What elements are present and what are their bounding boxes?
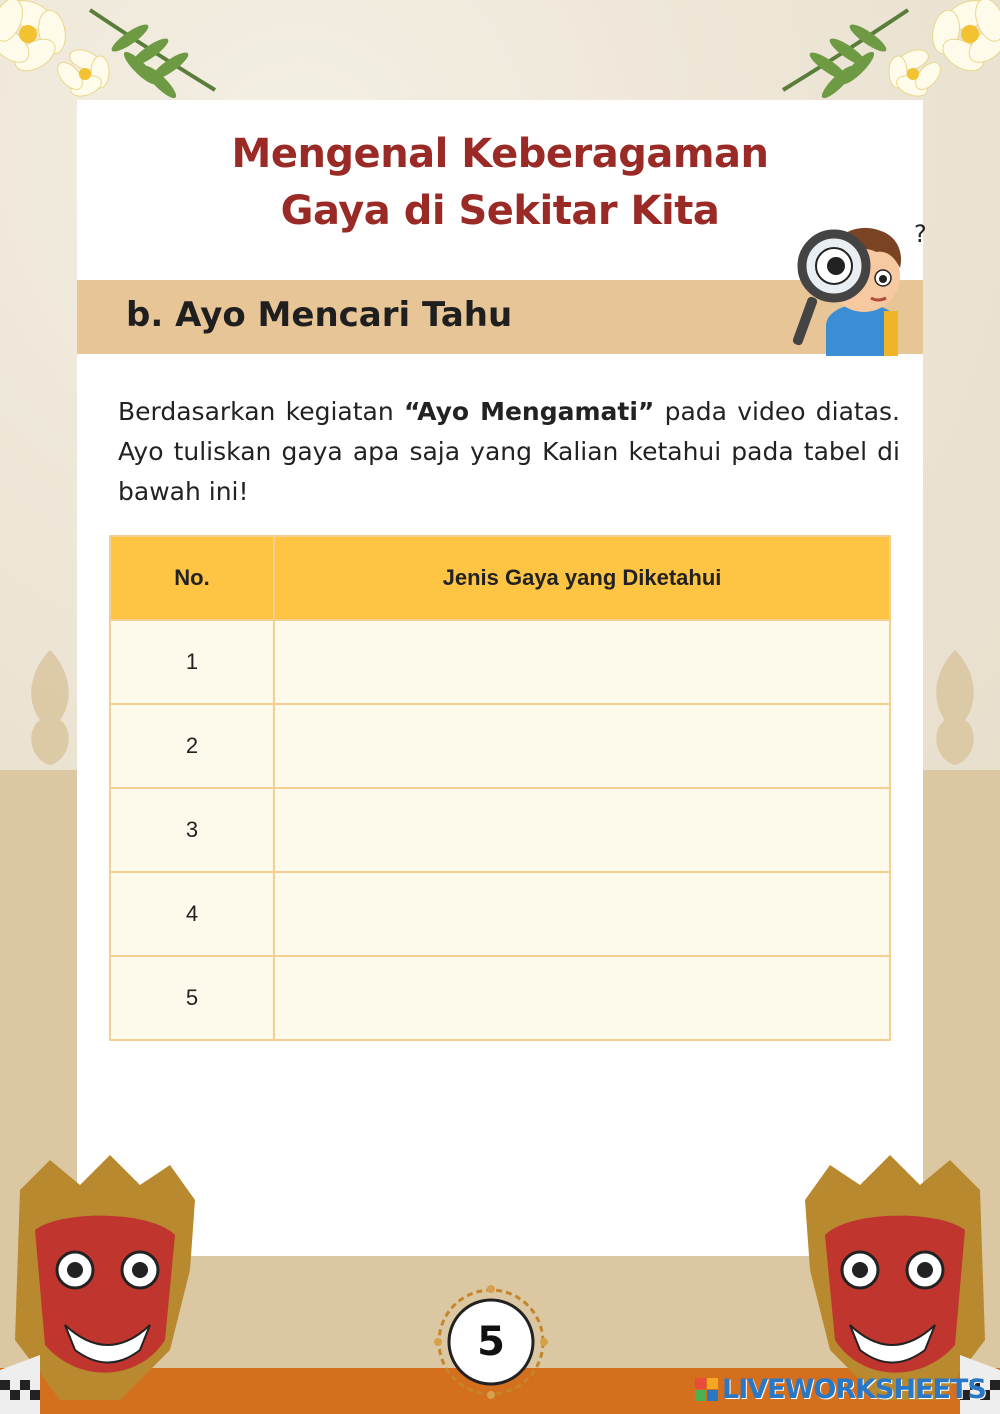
left-ornament-icon (20, 640, 80, 770)
question-mark: ? (914, 220, 927, 248)
liveworksheets-watermark: LIVEWORKSHEETS (722, 1374, 986, 1405)
table-row (110, 956, 890, 1040)
frangipani-right-icon (768, 0, 1000, 140)
answer-cell-1[interactable] (274, 620, 890, 704)
title-line-1: Mengenal Keberagaman (231, 131, 769, 177)
instruction-bold: “Ayo Mengamati” (403, 397, 655, 426)
answer-cell-5[interactable] (274, 956, 890, 1040)
answer-cell-2[interactable] (274, 704, 890, 788)
answer-table (109, 535, 891, 1041)
page-number: 5 (477, 1319, 505, 1365)
row-number: 1 (110, 620, 274, 704)
instruction-paragraph (118, 392, 900, 512)
table-row (110, 620, 890, 704)
header-no: No. (110, 536, 274, 620)
instruction-part-2: pada video diatas. Ayo tuliskan gaya apa saja yang Kalian ketahui pada tabel di bawah ini! (118, 397, 901, 506)
right-ornament-icon (920, 640, 990, 770)
barong-mask-left-icon (0, 1150, 210, 1414)
header-jenis-gaya: Jenis Gaya yang Diketahui (274, 536, 890, 620)
table-row (110, 788, 890, 872)
frangipani-left-icon (0, 0, 230, 140)
row-number: 5 (110, 956, 274, 1040)
title-line-2: Gaya di Sekitar Kita (280, 188, 720, 234)
row-number: 3 (110, 788, 274, 872)
row-number: 4 (110, 872, 274, 956)
boy-magnifier-icon (786, 206, 936, 356)
row-number: 2 (110, 704, 274, 788)
table-row (110, 704, 890, 788)
section-heading: b. Ayo Mencari Tahu (126, 295, 513, 335)
answer-cell-3[interactable] (274, 788, 890, 872)
answer-cell-4[interactable] (274, 872, 890, 956)
table-row (110, 872, 890, 956)
instruction-part-1: Berdasarkan kegiatan (118, 397, 404, 426)
table-header-row (110, 536, 890, 620)
